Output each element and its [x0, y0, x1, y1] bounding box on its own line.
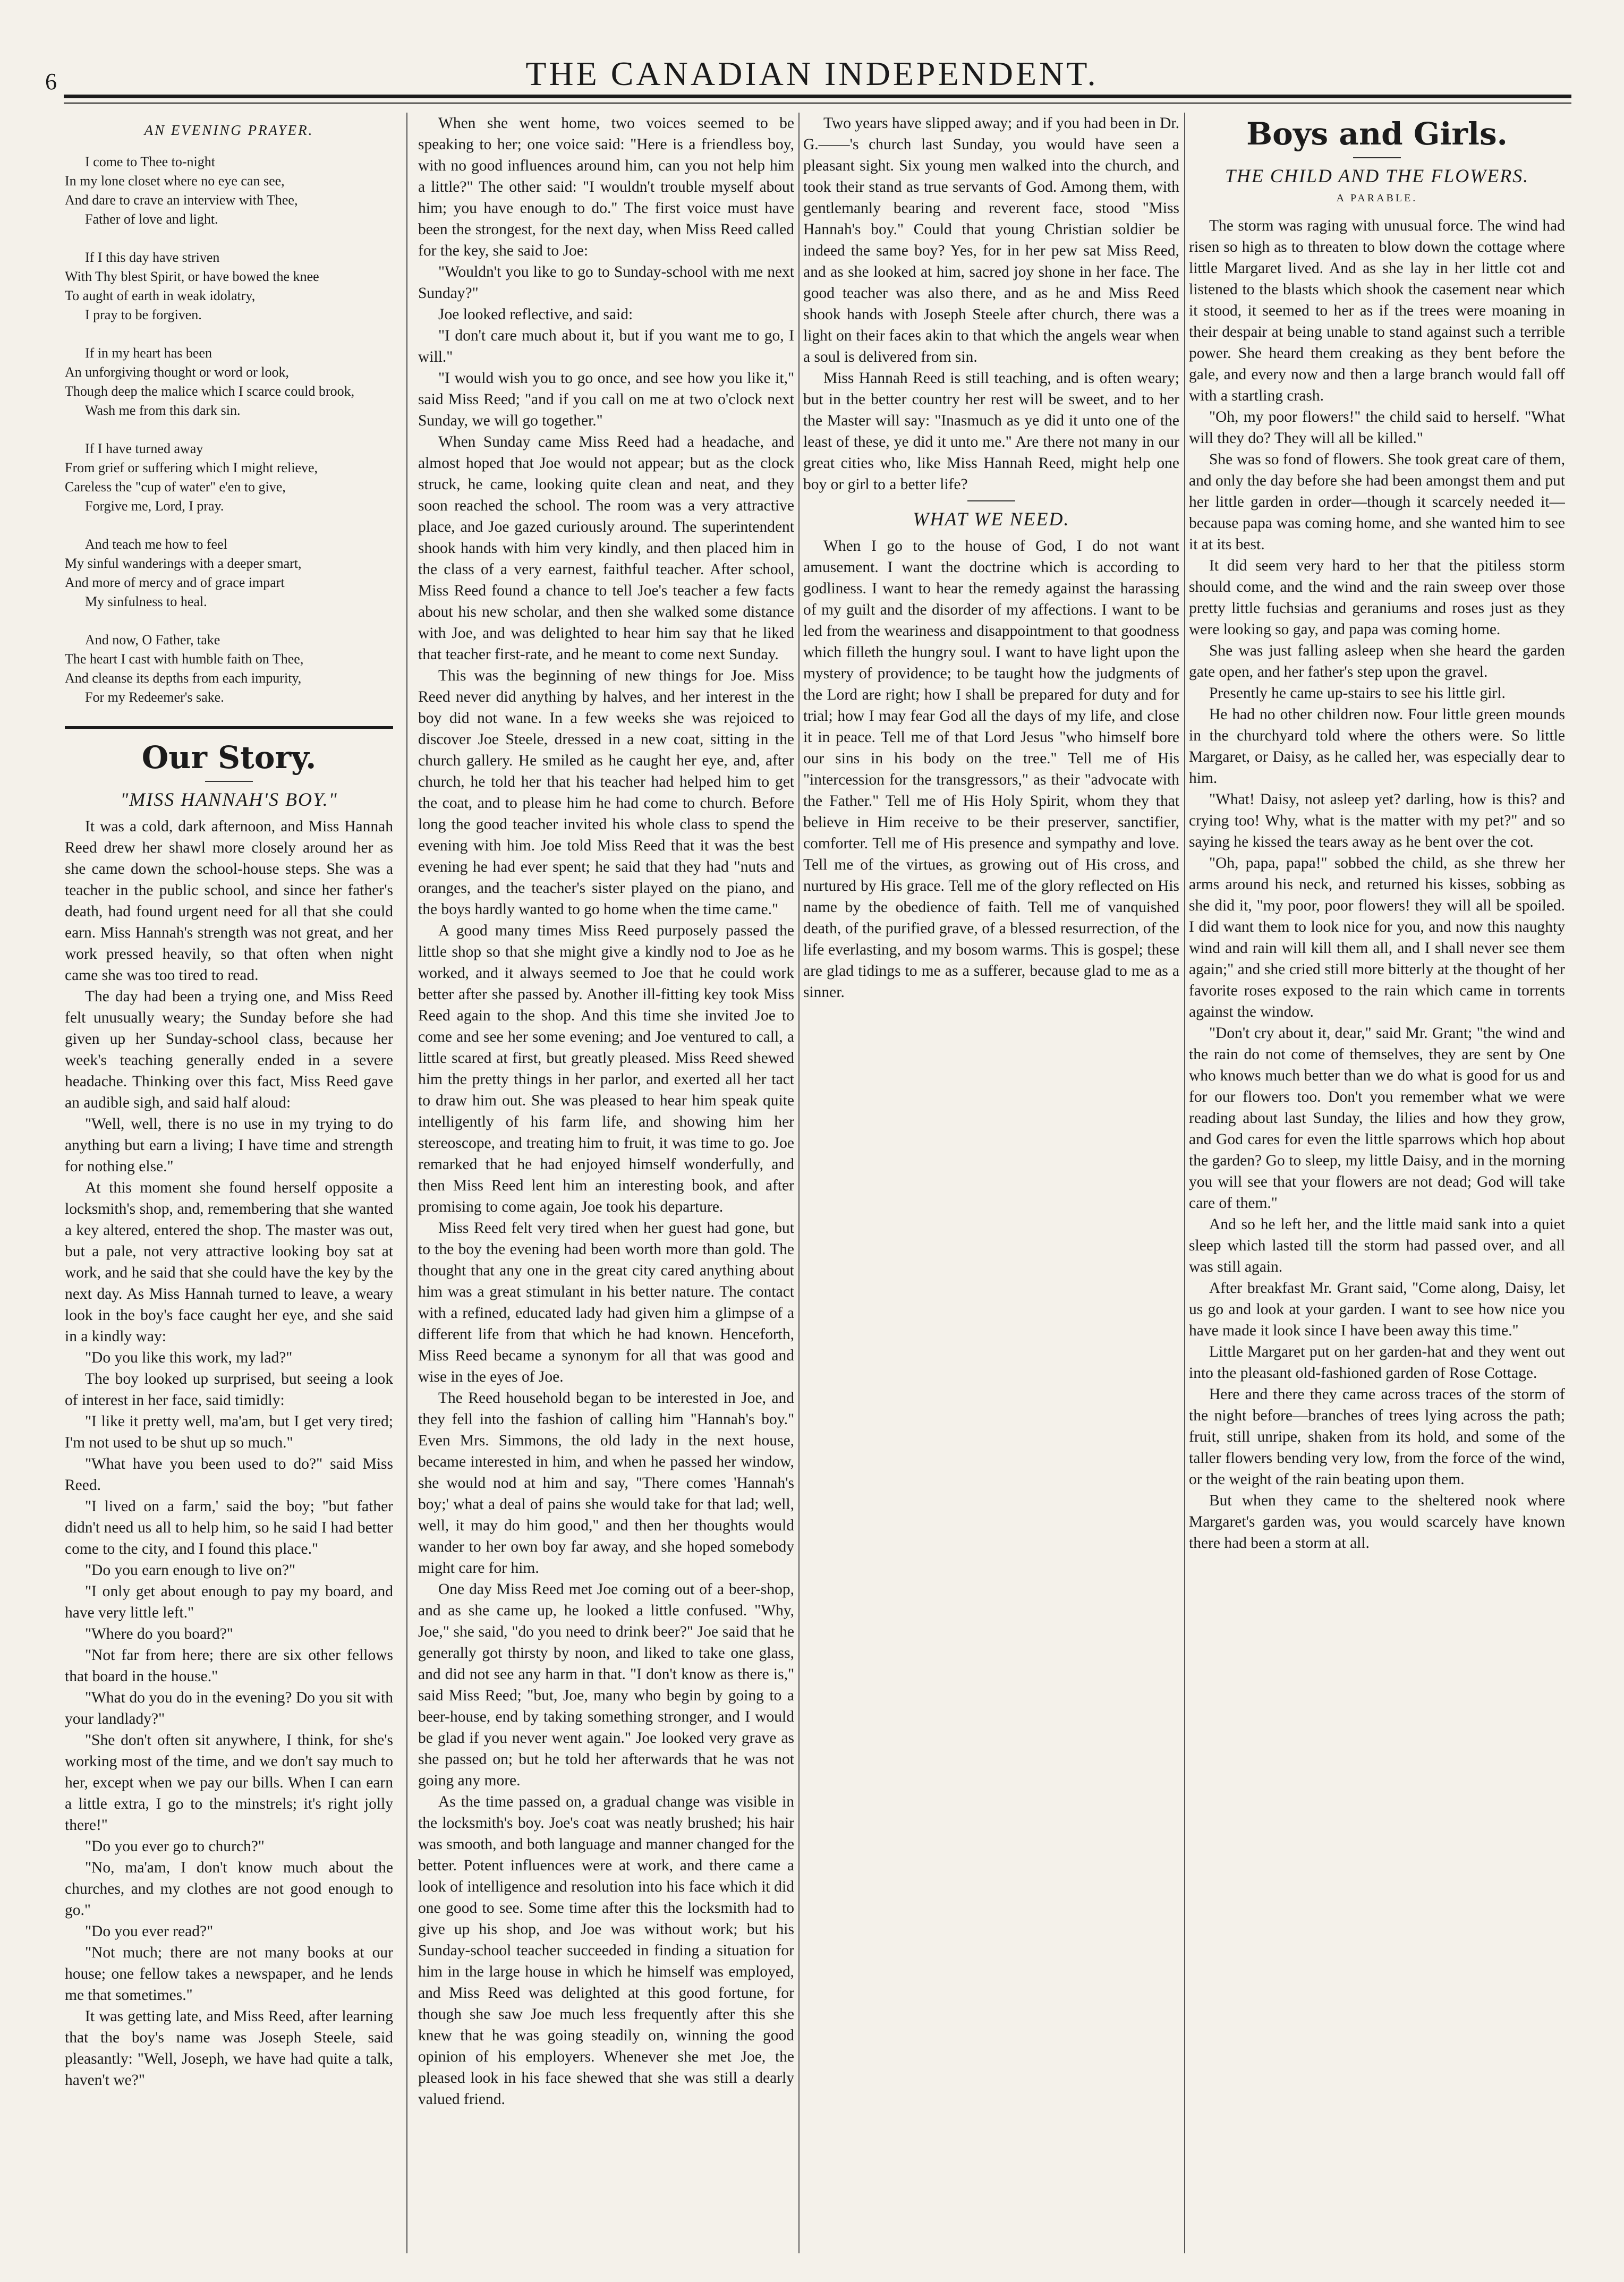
paragraph: It was a cold, dark afternoon, and Miss Hannah Reed drew her shawl more closely around her as she came down the school-house steps. She was a teacher in the public school, and since her father's death, had found urgent need for all that she could earn. Miss Hannah's strength was not great, and her work pressed heavily, so that often when night came she was too tired to read. [65, 818, 393, 984]
paragraph: "I like it pretty well, ma'am, but I get very tired; I'm not used to be shut up so much." [65, 1413, 393, 1451]
paragraph: He had no other children now. Four little green mounds in the churchyard told where the others were. So little Margaret, or Daisy, as he called her, was especially dear to him. [1189, 706, 1565, 787]
paragraph: "Not much; there are not many books at our house; one fellow takes a newspaper, and he lends me that sometimes." [65, 1944, 393, 2004]
paragraph: At this moment she found herself opposite a locksmith's shop, and, remembering that she wanted a key altered, entered the shop. The master was out, but a pale, not very attractive looking boy sat at work, and he said that she could have the key by the next day. As Miss Hannah turned to leave, a weary look in the boy's face caught her eye, and she said in a kindly way: [65, 1179, 393, 1345]
masthead: THE CANADIAN INDEPENDENT. [525, 55, 1099, 92]
paragraph: After breakfast Mr. Grant said, "Come along, Daisy, let us go and look at your garden. I want to see how nice you have made it look since I have been away this time." [1189, 1280, 1565, 1339]
paragraph: "I don't care much about it, but if you want me to go, I will." [418, 327, 794, 365]
paragraph: "Do you earn enough to live on?" [85, 1562, 296, 1579]
poem-line: And dare to crave an interview with Thee, [65, 192, 298, 208]
paragraph: This was the beginning of new things for Joe. Miss Reed never did anything by halves, and her interest in the boy did not wane. In a few weeks she was rejoiced to discover Joe Steele, dressed in a new coat, sitting in the church gallery. He smiled as he caught her eye, and, after church, he told her that his teacher had helped him to get the coat, and to please him he had come to church. Before long the good teacher invited his whole class to spend the evening with him. Joe told Miss Reed that it was the best evening he had ever spent; he said that they had "nuts and oranges, and the teacher's sister played on the piano, and the boys hardly wanted to go home when the time came." [418, 667, 794, 918]
poem-line: For my Redeemer's sake. [85, 689, 224, 705]
poem-stanza [65, 631, 393, 707]
poem [65, 152, 393, 707]
poem-title: AN EVENING PRAYER. [144, 122, 314, 138]
divider [967, 500, 1015, 501]
column-divider [1184, 113, 1185, 2253]
masthead-rule [64, 95, 1571, 98]
paragraph: "What do you do in the evening? Do you sit with your landlady?" [65, 1689, 393, 1727]
paragraph: When Sunday came Miss Reed had a headache, and almost hoped that Joe would not appear; but as the clock struck, he came, looking quite clean and neat, and they soon reached the school. The room was a very attractive place, and Joe gazed curiously around. The superintendent shook hands with him very kindly, and then placed him in the class of a very earnest, faithful teacher. After school, Miss Reed found a chance to tell Joe's teacher a few facts about his new scholar, and then she walked some distance with Joe, and was delighted to hear him say that he liked that teacher first-rate, and he meant to come next Sunday. [418, 433, 794, 663]
paragraph: "She don't often sit anywhere, I think, for she's working most of the time, and we don't say much to her, except when we pay our bills. When I can earn a little extra, I go to the minstrels; it's right jolly there!" [65, 1732, 393, 1834]
paragraph: When she went home, two voices seemed to be speaking to her; one voice said: "Here is a friendless boy, with no good influences around him, can you not help him a little?" The other said: "I wouldn't trouble myself about him; you have enough to do." The first voice must have been the strongest, for the next day, when Miss Reed called for the key, she said to Joe: [418, 115, 794, 259]
column-divider [798, 113, 800, 2253]
poem-stanza [65, 248, 393, 325]
section-rule [65, 726, 393, 729]
poem-line: Careless the "cup of water" e'en to give, [65, 479, 286, 495]
what-we-need-section [803, 500, 1179, 1003]
paragraph: "I lived on a farm,' said the boy; "but father didn't need us all to help him, so he said I had better come to the city, and I found this place." [65, 1498, 393, 1557]
paragraph: As the time passed on, a gradual change was visible in the locksmith's boy. Joe's coat was neatly brushed; his hair was smooth, and both language and manner changed for the better. Potent influences were at work, and there came a look of intelligence and resolution into his face which it did one good to see. Some time after this the locksmith had to give up his shop, and Joe was without work; but his Sunday-school teacher succeeded in finding a situation for him in the large house in which he himself was employed, and Miss Reed was delighted at this good fortune, for though she saw Joe much less frequently after this she knew that he was going steadily on, winning the good opinion of his employers. Whenever she met Joe, the pleased look in his face shewed that she was still a dearly valued friend. [418, 1793, 794, 2108]
story-title: THE CHILD AND THE FLOWERS. [1225, 165, 1529, 186]
divider [1353, 157, 1401, 158]
paragraph: Little Margaret put on her garden-hat and they went out into the pleasant old-fashioned garden of Rose Cottage. [1189, 1343, 1565, 1382]
paragraph: It was getting late, and Miss Reed, after learning that the boy's name was Joseph Steele, said pleasantly: "Well, Joseph, we have had quite a talk, haven't we?" [65, 2008, 393, 2089]
poem-line: To aught of earth in weak idolatry, [65, 288, 256, 303]
paragraph: "Well, well, there is no use in my trying to do anything but earn a living; I have time and strength for nothing else." [65, 1116, 393, 1175]
paragraph: "I would wish you to go once, and see how you like it," said Miss Reed; "and if you call on me at two o'clock next Sunday, we will go together." [418, 370, 794, 429]
poem-line: If in my heart has been [85, 345, 212, 361]
paragraph: A good many times Miss Reed purposely passed the little shop so that she might give a kindly nod to Joe as he worked, and it always seemed to Joe that he could work better after she passed by. Another ill-fitting key took Miss Reed again to the shop. And this time she invited Joe to come and see her some evening; and Joe ventured to call, a little scared at first, but greatly pleased. Miss Reed shewed him the pretty things in her parlor, and exerted all her tact to draw him out. She was pleased to hear him speak quite intelligently of his farm life, and showing him her stereoscope, and treating him to fruit, it was time to go. Joe remarked that he had enjoyed himself wonderfully, and then Miss Reed lent him an interesting book, and after promising to come again, Joe took his departure. [418, 922, 794, 1215]
divider [205, 781, 253, 782]
paragraph: It did seem very hard to her that the pitiless storm should come, and the wind and the rain sweep over those pretty little fuchsias and geraniums and roses just as they were looking so gay, and papa was coming home. [1189, 557, 1565, 638]
poem-line: With Thy blest Spirit, or have bowed the knee [65, 269, 319, 284]
poem-line: And now, O Father, take [85, 632, 220, 648]
poem-line: Wash me from this dark sin. [85, 403, 241, 418]
paragraph: "What have you been used to do?" said Miss Reed. [65, 1455, 393, 1494]
paragraph: "Not far from here; there are six other fellows that board in the house." [65, 1647, 393, 1685]
column-3 [803, 113, 1179, 2253]
column-divider [406, 113, 407, 2253]
story-title: "MISS HANNAH'S BOY." [120, 789, 338, 810]
paragraph: Here and there they came across traces of the storm of the night before—branches of trees lying across the path; fruit, still unripe, shaken from its hold, and some of the taller flowers bending very low, from the force of the wind, or the weight of the rain beating upon them. [1189, 1386, 1565, 1488]
paragraph: "No, ma'am, I don't know much about the churches, and my clothes are not good enough to go." [65, 1859, 393, 1919]
poem-stanza [65, 344, 393, 420]
poem-line: Father of love and light. [85, 211, 218, 227]
paragraph: Joe looked reflective, and said: [438, 306, 633, 323]
poem-line: If I have turned away [85, 441, 203, 456]
poem-line: And more of mercy and of grace impart [65, 575, 285, 590]
story-text [1189, 215, 1565, 1554]
poem-line: My sinful wanderings with a deeper smart, [65, 556, 302, 571]
poem-line: In my lone closet where no eye can see, [65, 173, 285, 189]
column-1 [65, 113, 393, 2253]
paragraph: The storm was raging with unusual force. The wind had risen so high as to threaten to blow down the cottage where little Margaret lived. And as she lay in her little cot and listened to the blasts which shook the casement near which it stood, it seemed to her as if the trees were moaning in their despair at being unable to stand against such a terrible power. She heard them creaking as they bent before the gale, and every now and then a large branch would fall off with a startling crash. [1189, 217, 1565, 404]
paragraph: "I only get about enough to pay my board, and have very little left." [65, 1583, 393, 1621]
paragraph: "Do you ever read?" [85, 1923, 214, 1940]
poem-line: I pray to be forgiven. [85, 307, 202, 322]
paragraph: "What! Daisy, not asleep yet? darling, how is this? and crying too! Why, what is the matter with my pet?" and so saying he kissed the tears away as he bent over the cot. [1189, 791, 1565, 850]
poem-line: From grief or suffering which I might relieve, [65, 460, 318, 475]
paragraph: She was so fond of flowers. She took great care of them, and only the day before she had been amongst them and put her little garden in order—though it scarcely needed it—because papa was coming home, and she wanted him to see it at its best. [1189, 451, 1565, 553]
article-title: WHAT WE NEED. [913, 508, 1070, 530]
paragraph: "Oh, papa, papa!" sobbed the child, as she threw her arms around his neck, and returned his kisses, sobbing as she did it, "my poor, poor flowers! they will all be spoiled. I did want them to look nice for you, and now this naughty wind and rain will kill them all, and I shall never see them again;" and she cried still more bitterly at the thought of her favorite roses exposed to the rain which came in torrents against the window. [1189, 855, 1565, 1020]
paragraph: Two years have slipped away; and if you had been in Dr. G.——'s church last Sunday, you would have seen a pleasant sight. Six young men walked into the church, and took their stand as true servants of God. Among them, with gentlemanly bearing and reverent face, stood "Miss Hannah's boy." Could that young Christian soldier be indeed the same boy? Yes, for in her pew sat Miss Reed, and as she looked at him, sacred joy shone in her face. The good teacher was also there, and as he and Miss Reed shook hands with Joseph Steele after church, there was a light on their faces akin to that which the angels wear when a soul is delivered from sin. [803, 115, 1179, 365]
poem-stanza [65, 535, 393, 611]
paragraph: "Where do you board?" [85, 1625, 233, 1642]
poem-line: Forgive me, Lord, I pray. [85, 498, 224, 514]
paragraph: When I go to the house of God, I do not want amusement. I want the doctrine which is according to godliness. I want to hear the remedy against the harassing of my guilt and the disorder of my affections. I want to be led from the weariness and disappointment to that goodness which filleth the hungry soul. I want to have light upon the mystery of providence; to be taught how the judgments of the Lord are right; how I shall be prepared for duty and for trial; how I may fear God all the days of my life, and close it in peace. Tell me of that Lord Jesus "who himself bore our sins in his body on the tree." Tell me of His "intercession for the transgressors," as their "advocate with the Father." Tell me of His Holy Spirit, whom they that believe in Him receive to be their preserver, sanctifier, comforter. Tell me of His presence and sympathy and love. Tell me of the virtues, as growing out of His cross, and nurtured by His grace. Tell me of the glory reflected on His name by the obedience of faith. Tell me of vanquished death, of the purified grave, of a blessed resurrection, of the life everlasting, and my bosom warms. This is gospel; these are glad tidings to me as a sufferer, because glad to me as a sinner. [803, 538, 1179, 1001]
column-2 [418, 113, 794, 2253]
paragraph: Miss Reed felt very tired when her guest had gone, but to the boy the evening had been worth more than gold. The thought that any one in the great city cared anything about him was a great stimulant in his better nature. The contact with a refined, educated lady had given him a glimpse of a different life from that which he had known. Henceforth, Miss Reed became a synonym for all that was good and wise in the eyes of Joe. [418, 1220, 794, 1385]
poem-line: Though deep the malice which I scarce could brook, [65, 384, 355, 399]
poem-line: And teach me how to feel [85, 537, 227, 552]
paragraph: She was just falling asleep when she heard the garden gate open, and her father's step upon the gravel. [1189, 642, 1565, 680]
poem-line: And cleanse its depths from each impurity, [65, 670, 302, 686]
poem-line: I come to Thee to-night [85, 154, 216, 169]
paragraph: "Oh, my poor flowers!" the child said to herself. "What will they do? They will all be killed." [1189, 408, 1565, 447]
paragraph: One day Miss Reed met Joe coming out of a beer-shop, and as she came up, he looked a little confused. "Why, Joe," she said, "do you need to drink beer?" Joe said that he generally got thirsty by noon, and liked to take one glass, and did not see any harm in that. "I don't know as there is," said Miss Reed; "but, Joe, many who begin by going to a beer-house, end by taking something stronger, and I would be glad if you never went again." Joe looked very grave as she passed on; but he told her afterwards that he was not going any more. [418, 1581, 794, 1789]
section-heading-boys-and-girls: Boys and Girls. [1246, 116, 1508, 152]
paragraph: The Reed household began to be interested in Joe, and they fell into the fashion of calling him "Hannah's boy." Even Mrs. Simmons, the old lady in the next house, became interested in him, and when he passed her window, she would nod at him and say, "There comes 'Hannah's boy;' what a deal of pains she would take for that lad; well, well, it may do him good," and then her thoughts would wander to her own boy far away, and she hoped somebody might care for him. [418, 1390, 794, 1577]
masthead-rule-thin [64, 103, 1571, 104]
paragraph: But when they came to the sheltered nook where Margaret's garden was, you would scarcely have known there had been a storm at all. [1189, 1492, 1565, 1552]
paragraph: Presently he came up-stairs to see his little girl. [1209, 685, 1506, 702]
story-text [65, 816, 393, 2091]
paragraph: And so he left her, and the little maid sank into a quiet sleep which lasted till the storm had passed over, and all was still again. [1189, 1216, 1565, 1275]
paragraph: Miss Hannah Reed is still teaching, and is often weary; but in the better country her rest will be sweet, and to her the Master will say: "Inasmuch as ye did it unto one of the least of these, ye did it unto me." Are there not many in our great cities who, like Miss Hannah Reed, might help one boy or girl to a better life? [803, 370, 1179, 493]
paragraph: "Don't cry about it, dear," said Mr. Grant; "the wind and the rain do not come of themselves, they are sent by One who knows much better than we do what is good for us and for our flowers too. Don't you remember what we were reading about last Sunday, the lilies and how they grow, and God cares for even the little sparrows which hop about the garden? Go to sleep, my little Daisy, and in the morning you will see that your flowers are not dead; God will take care of them." [1189, 1025, 1565, 1212]
column-4 [1189, 113, 1565, 2253]
paragraph: The boy looked up surprised, but seeing a look of interest in her face, said timidly: [65, 1370, 393, 1409]
paragraph: The day had been a trying one, and Miss Reed felt unusually weary; the Sunday before she had given up her Sunday-school class, because her week's teaching generally ended in a severe headache. Thinking over this fact, Miss Reed gave an audible sigh, and said half aloud: [65, 988, 393, 1111]
paragraph: "Wouldn't you like to go to Sunday-school with me next Sunday?" [418, 263, 794, 302]
poem-stanza [65, 439, 393, 516]
poem-line: If I this day have striven [85, 250, 220, 265]
poem-line: An unforgiving thought or word or look, [65, 364, 289, 380]
paragraph: "Do you like this work, my lad?" [85, 1349, 293, 1366]
story-subtitle: A PARABLE. [1336, 192, 1418, 204]
poem-line: My sinfulness to heal. [85, 594, 207, 609]
poem-line: The heart I cast with humble faith on Thee, [65, 651, 304, 667]
section-heading-our-story: Our Story. [141, 739, 317, 776]
poem-stanza [65, 152, 393, 229]
page-number: 6 [45, 69, 57, 95]
paragraph: "Do you ever go to church?" [85, 1838, 265, 1855]
